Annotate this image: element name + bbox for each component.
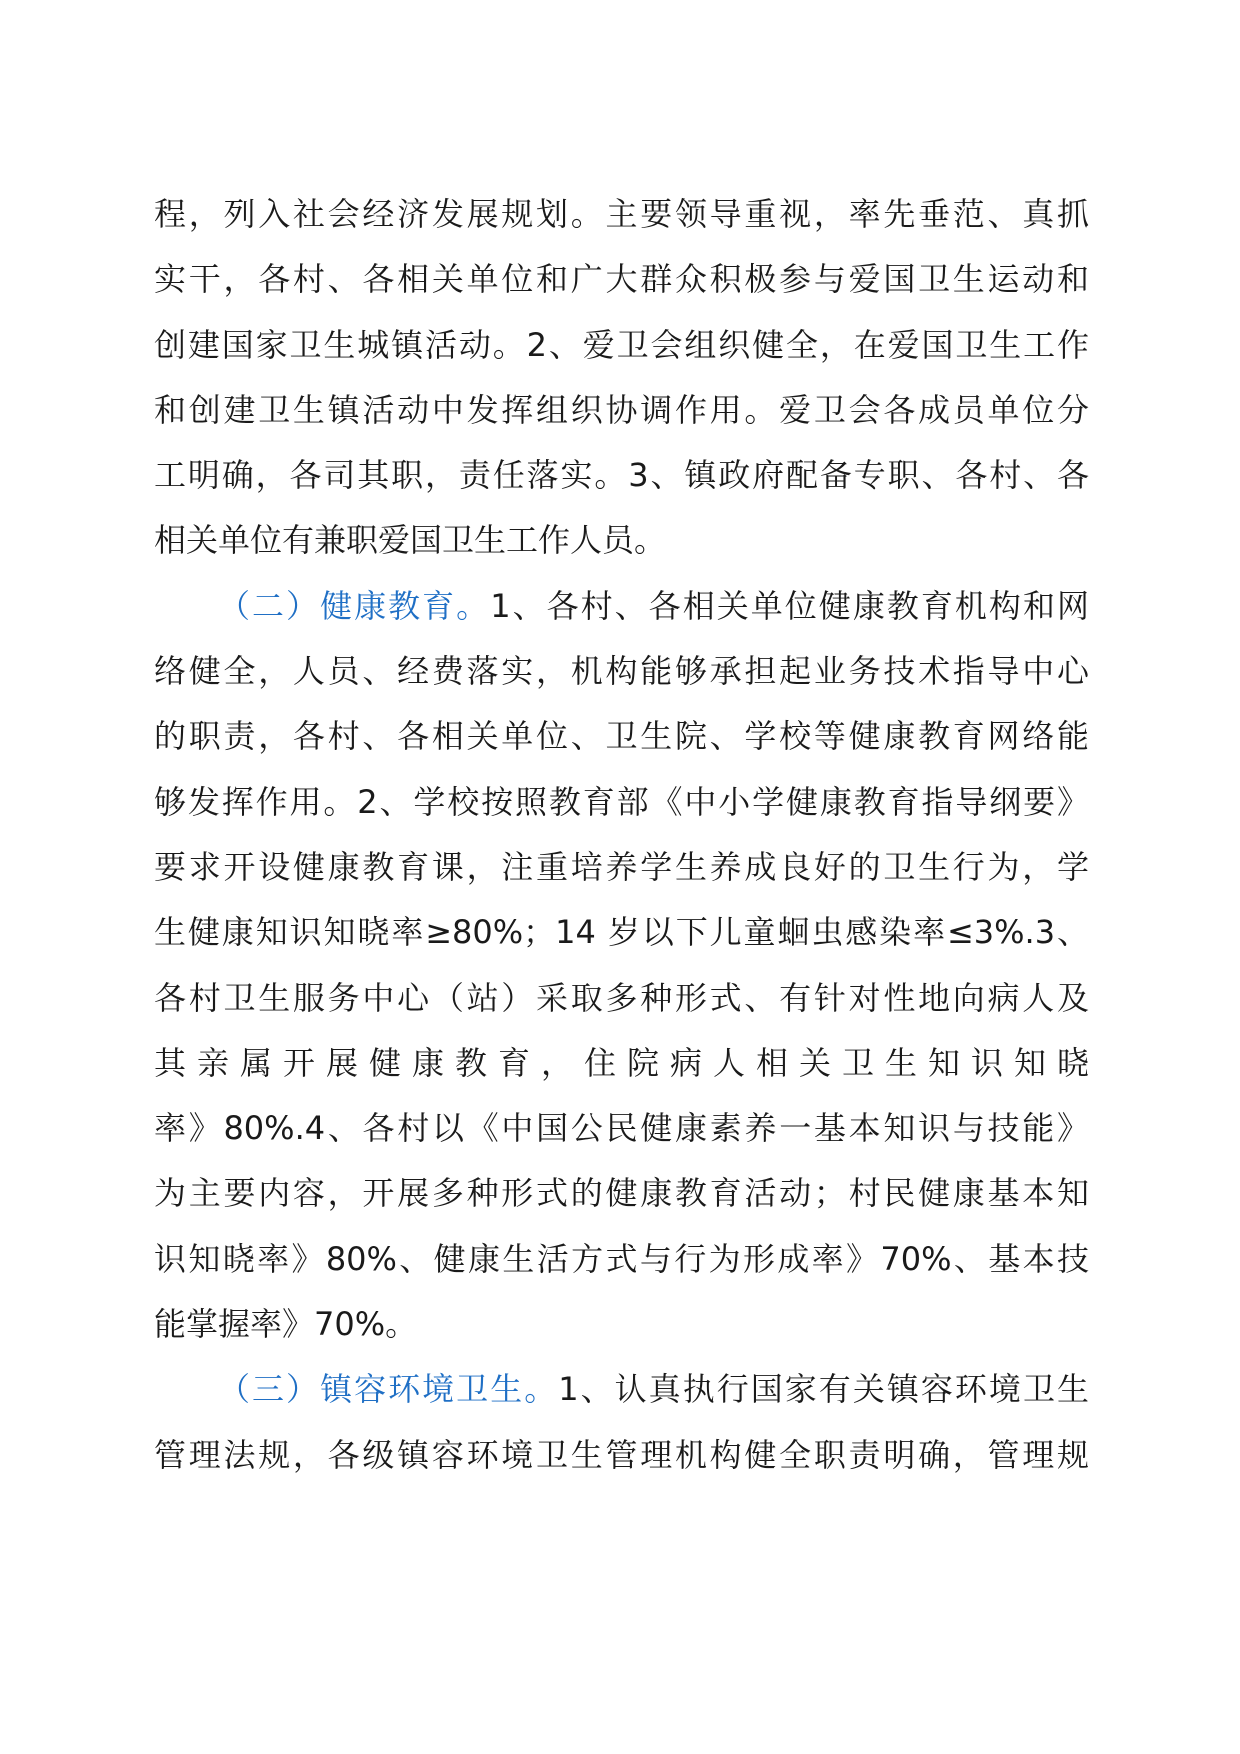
- text-line: 为主要内容，开展多种形式的健康教育活动；村民健康基本知: [154, 1174, 1089, 1213]
- text-line: 程，列入社会经济发展规划。主要领导重视，率先垂范、真抓: [154, 195, 1089, 233]
- text-line: 要求开设健康教育课，注重培养学生养成良好的卫生行为，学: [154, 847, 1089, 886]
- text-line: [154, 1357, 1089, 1422]
- text-line: 络健全，人员、经费落实，机构能够承担起业务技术指导中心: [154, 652, 1089, 691]
- text-line: 率》80%.4、各村以《中国公民健康素养一基本知识与技能》: [154, 1109, 1089, 1148]
- paragraph-town-sanitation: [154, 1357, 1089, 1488]
- document-page: [154, 182, 1089, 1488]
- paragraph-organization: [154, 182, 1089, 574]
- text-run: 1、各村、各相关单位健康教育机构和网: [490, 586, 1089, 625]
- section-heading-health-education: （二）健康教育。: [218, 586, 491, 625]
- text-line: [154, 574, 1089, 639]
- text-line: 生健康知识知晓率≥80%；14 岁以下儿童蛔虫感染率≤3%.3、: [154, 913, 1089, 952]
- text-line: 创建国家卫生城镇活动。2、爱卫会组织健全，在爱国卫生工作: [154, 325, 1089, 364]
- text-line: 识知晓率》80%、健康生活方式与行为形成率》70%、基本技: [154, 1239, 1089, 1278]
- section-heading-town-sanitation: （三）镇容环境卫生。: [218, 1370, 559, 1409]
- text-run: 1、认真执行国家有关镇容环境卫生: [558, 1370, 1089, 1409]
- text-line: 的职责，各村、各相关单位、卫生院、学校等健康教育网络能: [154, 717, 1089, 756]
- text-line: 够发挥作用。2、学校按照教育部《中小学健康教育指导纲要》: [154, 782, 1089, 821]
- text-line: 其亲属开展健康教育，住院病人相关卫生知识知晓: [154, 1043, 1089, 1082]
- text-line: 和创建卫生镇活动中发挥组织协调作用。爱卫会各成员单位分: [154, 390, 1089, 429]
- text-line: 能掌握率》70%。: [154, 1305, 418, 1344]
- text-line: 相关单位有兼职爱国卫生工作人员。: [154, 521, 667, 560]
- text-line: 管理法规，各级镇容环境卫生管理机构健全职责明确，管理规: [154, 1435, 1089, 1474]
- text-line: 实干，各村、各相关单位和广大群众积极参与爱国卫生运动和: [154, 260, 1089, 299]
- paragraph-health-education: [154, 574, 1089, 1358]
- text-line: 各村卫生服务中心（站）采取多种形式、有针对性地向病人及: [154, 978, 1089, 1017]
- text-line: 工明确，各司其职，责任落实。3、镇政府配备专职、各村、各: [154, 456, 1089, 495]
